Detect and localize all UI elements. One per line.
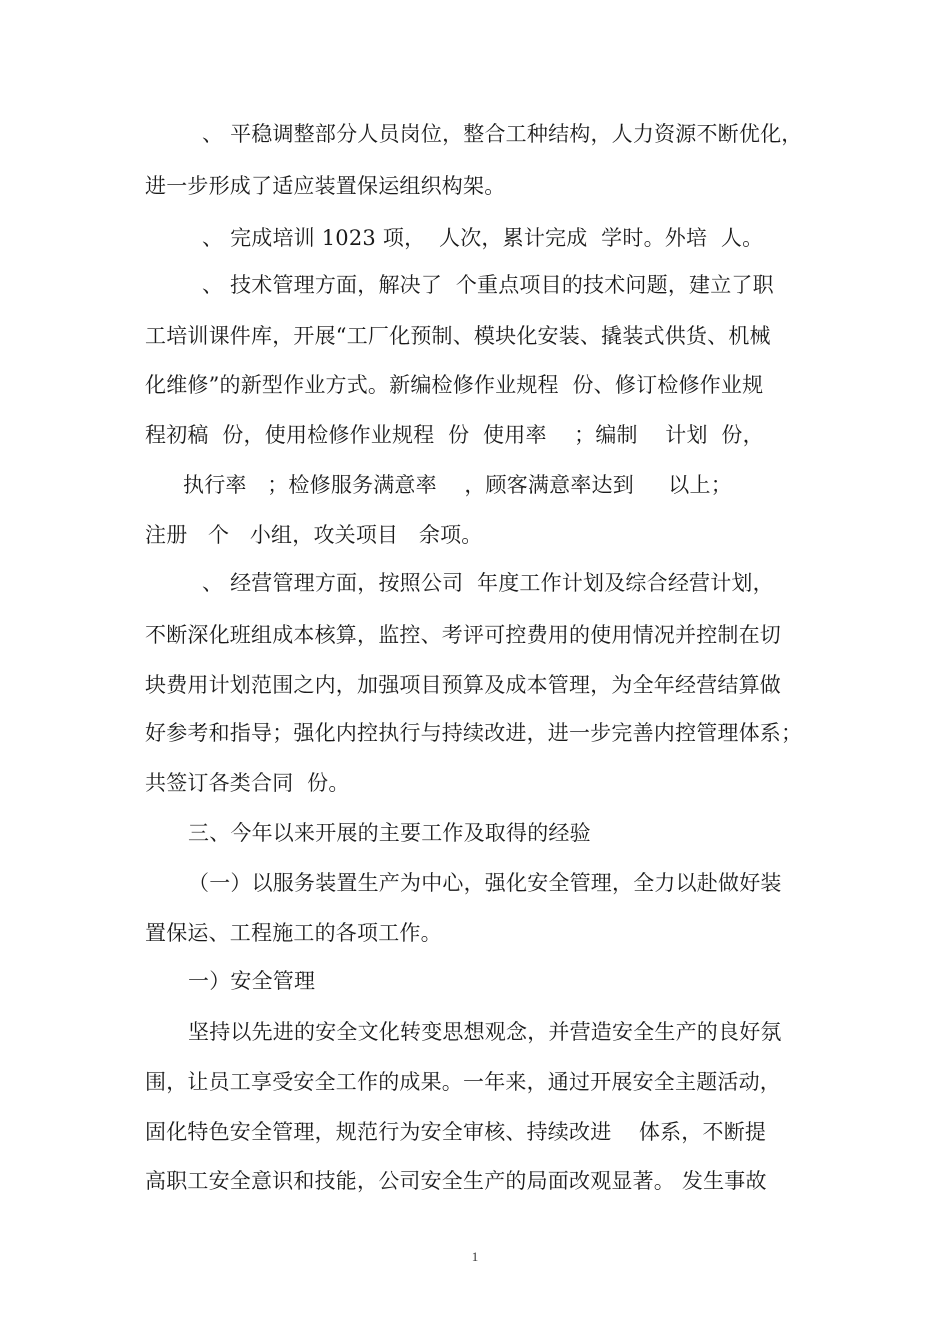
text-line: 、 完成培训 1023 项， 人次，累计完成 学时。外培 人。	[202, 226, 764, 250]
text-line: 进一步形成了适应装置保运组织构架。	[145, 174, 506, 198]
subsection-heading: 一）安全管理	[188, 969, 316, 993]
text-line: 注册 个 小组，攻关项目 余项。	[145, 523, 483, 547]
text-line: 程初稿 份，使用检修作业规程 份 使用率 ；编制 计划 份，	[145, 423, 764, 447]
page-number: 1	[471, 1249, 479, 1264]
text-line: 工培训课件库，开展“工厂化预制、模块化安装、撬装式供货、机械	[145, 324, 771, 348]
text-line: 、 技术管理方面，解决了 个重点项目的技术问题，建立了职	[202, 273, 774, 297]
text-line: 、 平稳调整部分人员岗位，整合工种结构，人力资源不断优化，	[202, 122, 803, 146]
text-line: 置保运、工程施工的各项工作。	[145, 921, 442, 945]
text-line: 好参考和指导；强化内控执行与持续改进，进一步完善内控管理体系；	[145, 721, 803, 745]
subsection-heading: （一）以服务装置生产为中心，强化安全管理，全力以赴做好装	[188, 871, 782, 895]
text-line: 不断深化班组成本核算，监控、考评可控费用的使用情况并控制在切	[145, 623, 781, 647]
text-line: 共签订各类合同 份。	[145, 771, 350, 795]
text-line: 、 经营管理方面，按照公司 年度工作计划及综合经营计划，	[202, 571, 774, 595]
text-line: 高职工安全意识和技能，公司安全生产的局面改观显著。 发生事故	[145, 1169, 767, 1193]
text-line: 固化特色安全管理，规范行为安全审核、持续改进 体系，不断提	[145, 1120, 767, 1144]
text-line: 块费用计划范围之内，加强项目预算及成本管理，为全年经营结算做	[145, 673, 781, 697]
text-line: 化维修”的新型作业方式。新编检修作业规程 份、修订检修作业规	[145, 373, 764, 397]
text-line: 坚持以先进的安全文化转变思想观念，并营造安全生产的良好氛	[188, 1020, 782, 1044]
section-heading: 三、今年以来开展的主要工作及取得的经验	[188, 821, 591, 845]
text-line: 执行率 ；检修服务满意率 ，顾客满意率达到 以上；	[183, 473, 732, 497]
text-line: 围，让员工享受安全工作的成果。一年来，通过开展安全主题活动，	[145, 1070, 781, 1094]
